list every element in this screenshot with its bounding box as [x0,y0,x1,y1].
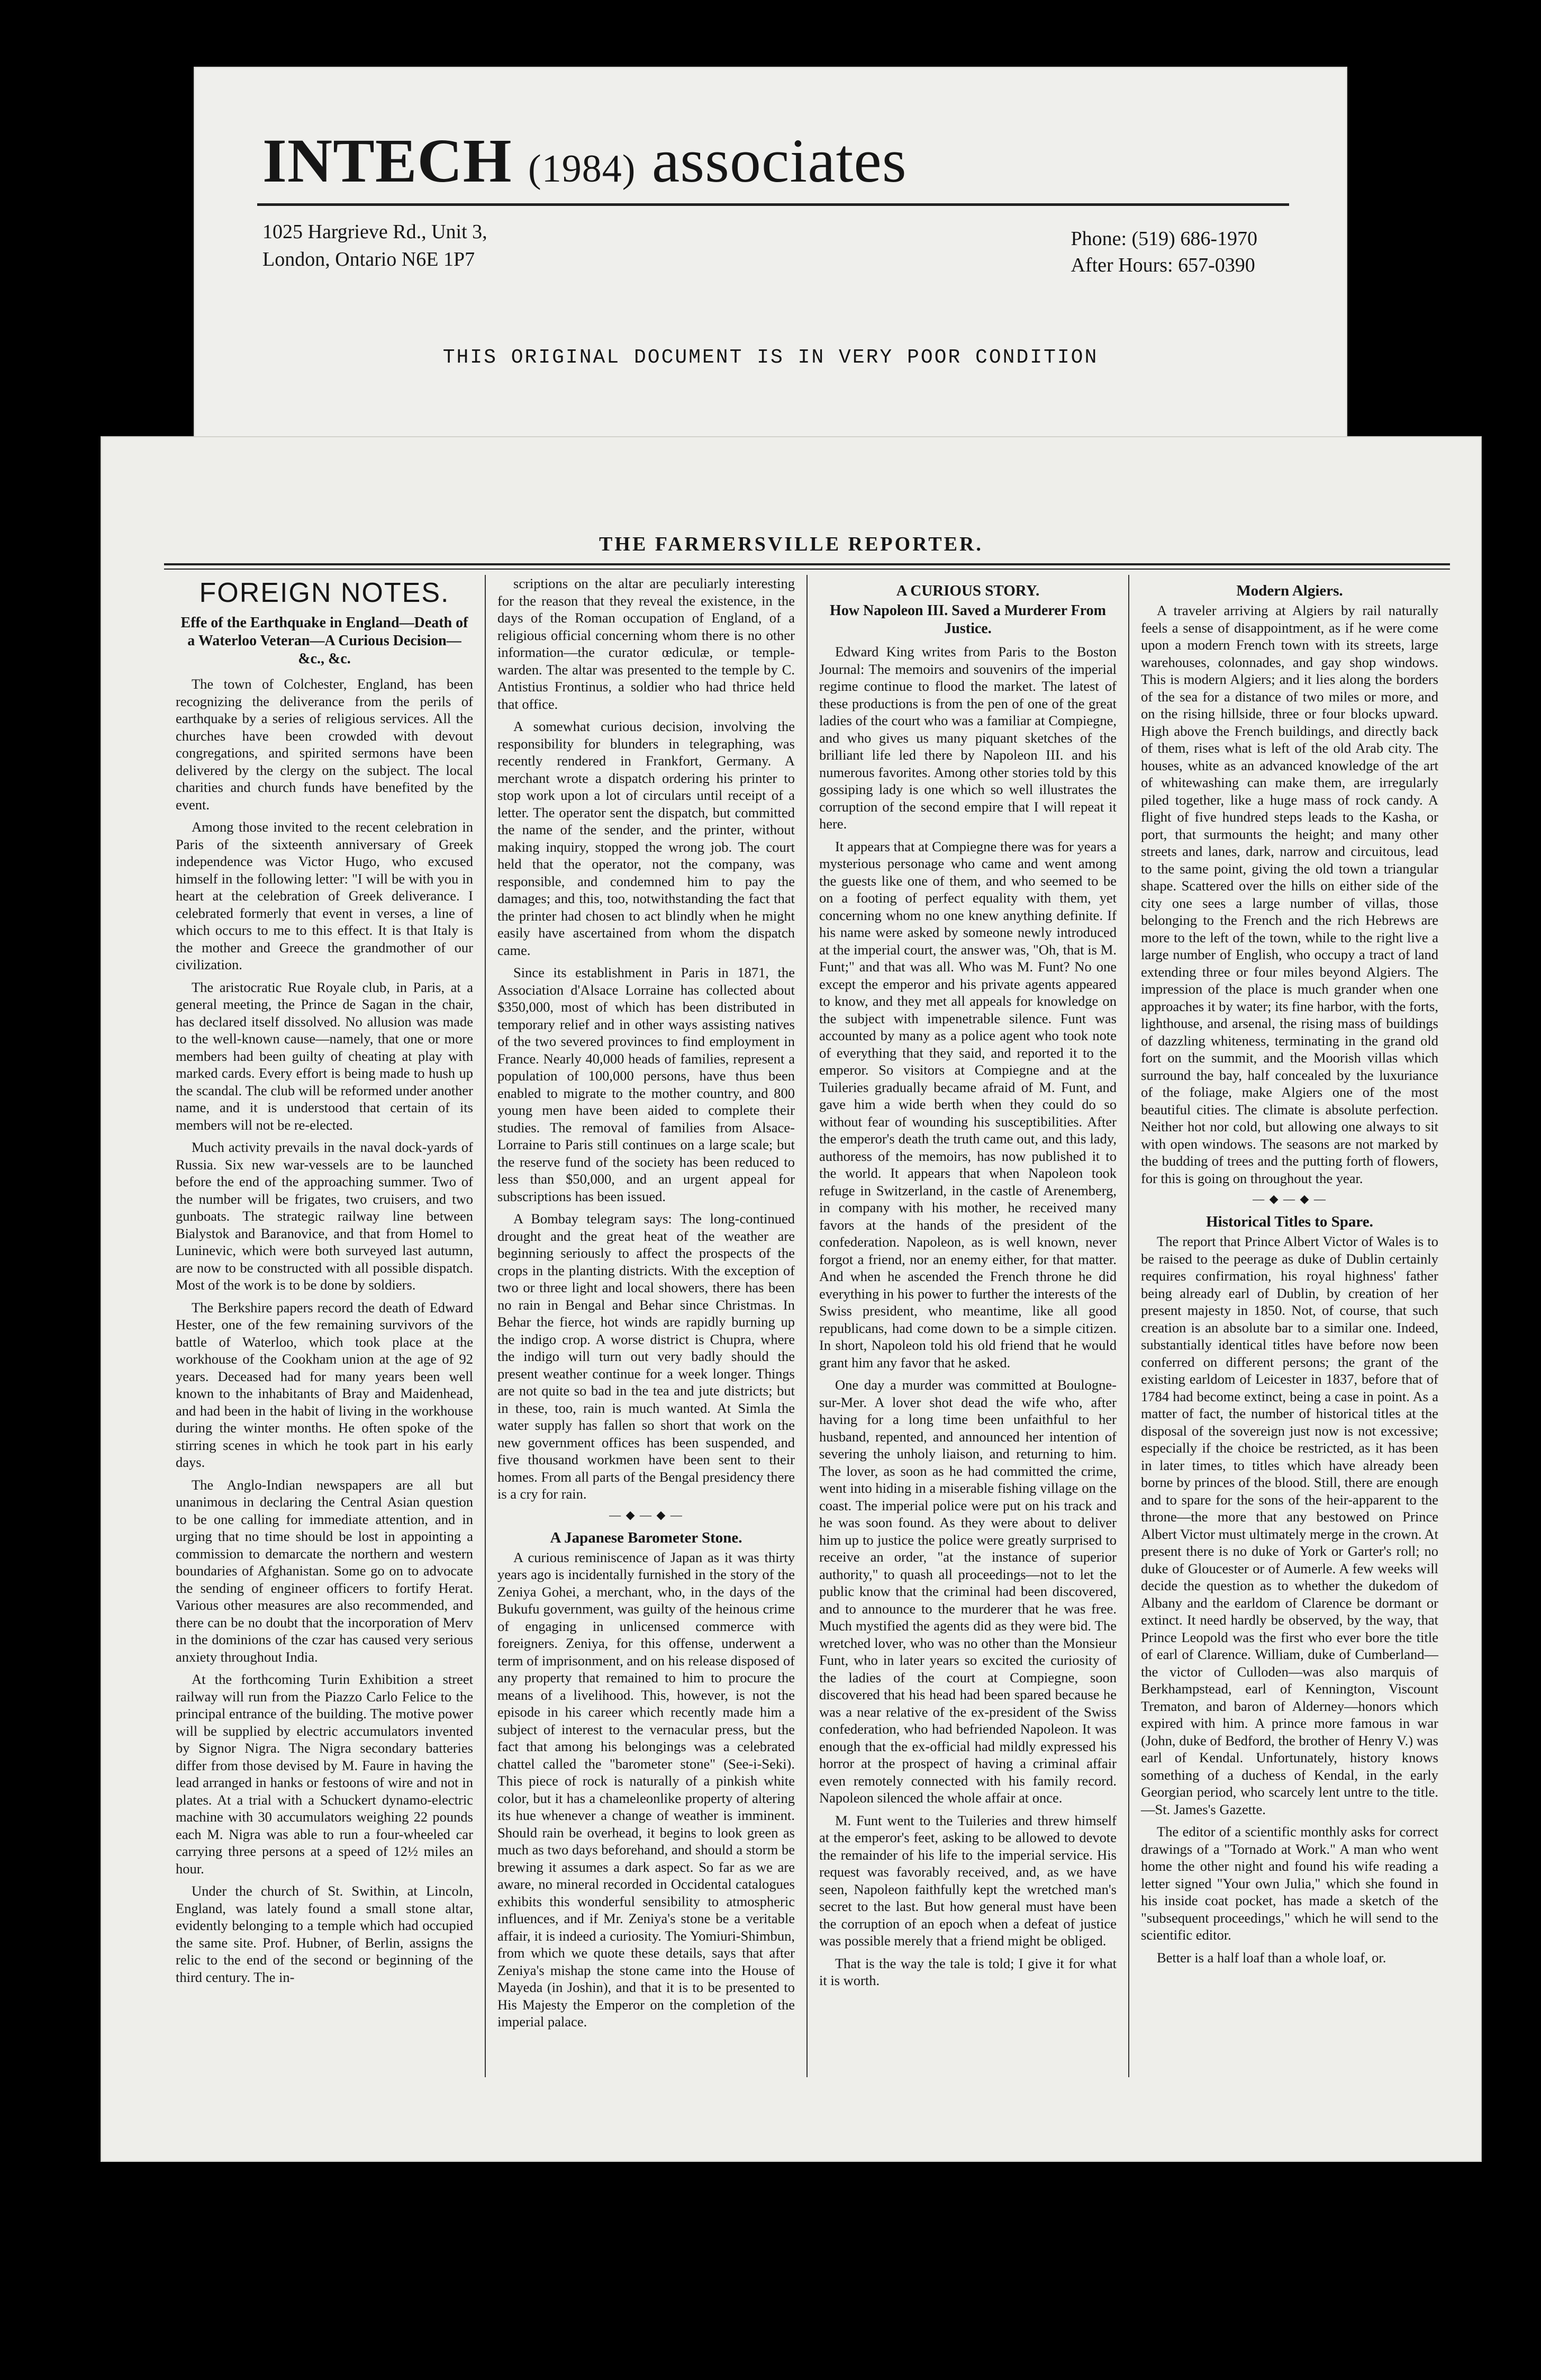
column-3-subhead: How Napoleon III. Saved a Murderer From Justice. [830,602,1106,637]
article-paragraph: The report that Prince Albert Victor of Wales is to be raised to the peerage as duke of Dublin certainly requires confirmation, his royal highness' father being already earl of Dublin, by creation of her present majesty in 1850. Not, of course, that such creation is an absolute bar to a similar one. Indeed, substantially identical titles have before now been conferred on different persons; the grant of the existing earldom of Leicester in 1837, before that of 1784 had become extinct, being a case in point. As a matter of fact, the number of historical titles at the disposal of the sovereign just now is not excessive; especially if the choice be restricted, as it has been in later times, to titles which have already been borne by princes of the blood. Still, there are enough and to spare for the sons of the heir-apparent to the throne—the more that any bestowed on Prince Albert Victor must ultimately merge in the crown. At present there is no duke of York or Garter's roll; no duke of Gloucester or of Aumerle. A few weeks will decide the question as to whether the dukedom of Albany and the earldom of Clarence be dormant or extinct. It need hardly be observed, by the way, that Prince Leopold was the first who ever bore the title of earl of Clarence. William, duke of Cumberland—the victor of Culloden—was also marquis of Berkhampstead, earl of Kennington, Viscount Trematon, and baron of Alderney—honors which expired with him. A prince more famous in war (John, duke of Bedford, the brother of Henry V.) was earl of Kendal. Unfortunately, history knows something of a duchess of Kendal, in the early Georgian period, who scarcely lent untre to the title.—St. James's Gazette. [1141,1233,1438,1817]
column-3 [808,575,1129,2077]
column-3-body [819,643,1117,1989]
newspaper-page [101,436,1482,2162]
article-paragraph: Since its establishment in Paris in 1871, the Association d'Alsace Lorraine has collected about $350,000, most of which has been distributed in temporary relief and in other ways assisting natives of the two severed provinces to find employment in France. Nearly 40,000 heads of families, represent a population of 100,000 persons, have thus been enabled to migrate to the mother country, and 800 young men have been aided to complete their studies. The removal of families from Alsace-Lorraine to Paris still continues on a large scale; but the reserve fund of the society has been reduced to less than $50,000, and an urgent appeal for subscriptions has been issued. [497,964,795,1204]
article-paragraph: It appears that at Compiegne there was for years a mysterious personage who came and went among the guests like one of them, and who seemed to be on a footing of perfect equality with them, yet concerning whom no one knew anything definite. If his name were asked by someone newly introduced at the imperial court, the answer was, "Oh, that is M. Funt;" and that was all. Who was M. Funt? No one except the emperor and his private agents appeared to know, and they met all appeals for knowledge on the subject with impenetrable silence. Funt was accounted by many as a police agent who took note of everything that they said, and reported it to the emperor. So visitors at Compiegne and at the Tuileries gradually became afraid of M. Funt, and gave him a wide berth when they could do so without fear of wounding his susceptibilities. After the emperor's death the truth came out, and this lady, authoress of the memoirs, has now published it to the world. It appears that when Napoleon took refuge in Switzerland, in the castle of Arenemberg, in company with his mother, he received many favors at the hands of the president of the confederation. Napoleon, as is well known, never forgot a friend, nor an enemy either, for that matter. And when he ascended the French throne he did everything in his power to further the interests of the Swiss president, who meantime, like all good republicans, had come down to be a simple citizen. In short, Napoleon told his old friend that he would grant him any favor that he asked. [819,838,1117,1371]
column-2-body-a [497,575,795,1503]
article-paragraph: The Berkshire papers record the death of Edward Hester, one of the few remaining survivors of the battle of Waterloo, which took place at the workhouse of the Cookham union at the age of 92 years. Deceased had for many years been well known to the inhabitants of Bray and Maidenhead, and had been in the habit of living in the workhouse during the winter months. He often spoke of the stirring scenes in which he took part in his early days. [176,1299,473,1470]
column-2-story-heading: A Japanese Barometer Stone. [550,1529,742,1546]
phone-number: Phone: (519) 686-1970 [1071,228,1257,250]
logo-suffix: associates [651,126,907,195]
column-4-body-a [1141,602,1438,1187]
article-paragraph: A curious reminiscence of Japan as it was thirty years ago is incidentally furnished in the story of the Zeniya Gohei, a merchant, who, in the days of the Bukufu government, was guilty of the heinous crime of engaging in unlicensed commerce with foreigners. Zeniya, for this offense, underwent a term of imprisonment, and on his release disposed of any property that remained to him to procure the means of a livelihood. This, however, is not the episode in his career which recently made him a subject of interest to the vernacular press, but the fact that among his belongings was a celebrated chattel called the "barometer stone" (See-i-Seki). This piece of rock is naturally of a pinkish white color, but it has a chameleonlike property of altering its hue whenever a change of weather is imminent. Should rain be overhead, it begins to look green as much as two days beforehand, and should a storm be brewing it assumes a dark aspect. So far as we are aware, no mineral recorded in Occidental catalogues exhibits this wonderful sensibility to atmospheric influences, and if Mr. Zeniya's stone be a veritable affair, it is indeed a curiosity. The Yomiuri-Shimbun, from which we quote these details, says that after Zeniya's mishap the stone came into the House of Mayeda (in Joshin), and that it is to be presented to His Majesty the Emperor on the completion of the imperial palace. [497,1549,795,2030]
article-paragraph: Under the church of St. Swithin, at Lincoln, England, was lately found a small stone altar, evidently belonging to a temple which had occupied the same site. Prof. Hubner, of Berlin, assigns the relic to the end of the second or beginning of the third century. The in- [176,1883,473,1985]
article-paragraph: The aristocratic Rue Royale club, in Paris, at a general meeting, the Prince de Sagan in the chair, has declared itself dissolved. No allusion was made to the well-known cause—namely, that one or more members had been guilty of cheating at play with marked cards. Every effort is being made to hush up the scandal. The club will be reformed under another name, and it is understood that certain of its members will not be re-elected. [176,979,473,1133]
newspaper-masthead: THE FARMERSVILLE REPORTER. [599,533,983,555]
article-paragraph: One day a murder was committed at Boulogne-sur-Mer. A lover shot dead the wife who, after having for a long time been unfaithful to her husband, repented, and announced her intention of severing the unholy liaison, and returning to him. The lover, as soon as he had committed the crime, went into hiding in a miserable fishing village on the coast. The imperial police were put on his track and he was soon found. As they were about to deliver him up to justice the police were greatly surprised to receive an order, "at the instance of superior authority," to quash all proceedings—not to let the public know that the criminal had been discovered, and to announce to the murderer that he was free. Much mystified the agents did as they were bid. The wretched lover, who was no other than the Monsieur Funt, who in later years so excited the curiosity of the ladies of the court at Compiegne, soon discovered that his head had been spared because he was a near relative of the ex-president of the Swiss confederation, who had befriended Napoleon. It was enough that the ex-official had mildly expressed his horror at the prospect of having a criminal affair even remotely connected with his family record. Napoleon silenced the whole affair at once. [819,1377,1117,1806]
article-paragraph: Better is a half loaf than a whole loaf, or. [1157,1949,1386,1966]
company-address [262,218,487,273]
intech-header-sheet [194,67,1347,453]
column-4-heading: Modern Algiers. [1236,582,1343,599]
column-2-body-b [497,1549,795,2031]
address-line-1: 1025 Hargrieve Rd., Unit 3, [262,221,487,243]
column-4-separator: — ◆ — ◆ — [1253,1192,1327,1205]
article-paragraph: The town of Colchester, England, has been recognizing the deliverance from the perils of earthquake by a series of religious services. All the churches have been crowded with devout congregations, and spirited sermons have been delivered by the clergy on the subject. The local charities and church funds have benefited by the event. [176,676,473,813]
article-paragraph: Among those invited to the recent celebration in Paris of the sixteenth anniversary of Greek independence was Victor Hugo, who excused himself in the following letter: "I will be with you in heart at the celebration of Greek deliverance. I celebrated formerly that event in verses, a line of which occurs to me to this effect. It is that Italy is the mother and Greece the grandmother of our civilization. [176,819,473,972]
article-paragraph: Edward King writes from Paris to the Boston Journal: The memoirs and souvenirs of the imperial regime continue to flood the market. The latest of these productions is from the pen of one of the great ladies of the court who was a familiar at Compiegne, and who gives us many piquant sketches of the brilliant life led there by Napoleon III. and his numerous favorites. Among other stories told by this gossiping lady is one which so well illustrates the corruption of the second empire that I will repeat it here. [819,644,1117,832]
condition-notice: THIS ORIGINAL DOCUMENT IS IN VERY POOR CONDITION [442,346,1099,369]
column-1-subhead: Effe of the Earthquake in England—Death of a Waterloo Veteran—A Curious Decision—&c., &c. [180,615,468,667]
logo-year: (1984) [528,147,636,191]
article-paragraph: The editor of a scientific monthly asks for correct drawings of a "Tornado at Work." A man who went home the other night and found his wife reading a letter signed "Your own Julia," which she found in his inside coat pocket, has made a sketch of the "subsequent proceedings," which he will send to the scientific editor. [1141,1824,1438,1943]
article-paragraph: Much activity prevails in the naval dock-yards of Russia. Six new war-vessels are to be launched before the end of the approaching summer. Two of the number will be frigates, two cruisers, and two gunboats. The strategic railway line between Bialystok and Baranovice, and that from Homel to Luninevic, which were both surveyed last autumn, are now to be constructed with all possible dispatch. Most of the work is to be done by soldiers. [176,1139,473,1293]
article-paragraph: A traveler arriving at Algiers by rail naturally feels a sense of disappointment, as if he were come upon a modern French town with its streets, large warehouses, colonnades, and gay shop windows. This is modern Algiers; and it lies along the borders of the sea for a distance of two miles or more, and on the rising hillside, three or four blocks upward. High above the French buildings, and directly back of them, rises what is left of the old Arab city. The houses, white as an advanced knowledge of the art of whitewashing can make them, are irregularly piled together, like a huge mass of rock candy. A flight of five hundred steps leads to the Kasha, or port, that surmounts the height; and many other streets and lanes, dark, narrow and circuitous, lead to the same point, giving the old town a triangular shape. Scattered over the hills on either side of the city one sees a large number of villas, those belonging to the French and the rich Hebrews are more to the left of the town, while to the right live a large number of English, who occupy a tract of land extending three or four miles beyond Algiers. The impression of the place is much grander when one approaches it by water; its fine harbor, with the forts, lighthouse, and arsenal, the rising mass of buildings of dazzling whiteness, terminating in the grand old fort on the summit, and the Moorish villas which surround the bay, half concealed by the luxuriance of the foliage, make Algiers one of the most beautiful cities. The climate is absolute perfection. Neither hot nor cold, but allowing one always to sit with open windows. The seasons are not marked by the budding of trees and the putting forth of flowers, for this is going on throughout the year. [1141,602,1438,1186]
column-1-body [176,675,473,1986]
column-2 [486,575,808,2077]
article-paragraph: That is the way the tale is told; I give it for what it is worth. [819,1955,1117,1988]
company-phone [1071,226,1257,278]
column-4-body-b [1141,1233,1438,1818]
column-4 [1129,575,1450,2077]
article-paragraph: At the forthcoming Turin Exhibition a street railway will run from the Piazzo Carlo Felice to the principal entrance of the building. The motive power will be supplied by electric accumulators invented by Signor Nigra. The Nigra secondary batteries differ from those devised by M. Faure in having the lead arranged in hanks or festoons of wire and not in plates. At a trial with a Schuckert dynamo-electric machine with 30 accumulators weighing 22 pounds each M. Nigra was able to run a four-wheeled car carrying three persons at a speed of 12½ miles an hour. [176,1671,473,1877]
column-4-body-c [1141,1823,1438,1966]
company-logo [262,125,907,197]
column-4-story-heading: Historical Titles to Spare. [1206,1213,1373,1230]
header-rule [257,203,1289,206]
article-paragraph: The Anglo-Indian newspapers are all but unanimous in declaring the Central Asian question to be one calling for immediate attention, and in urging that no time should be lost in appointing a commission to demarcate the northern and western boundaries of Afghanistan. Some go on to advocate the sending of engineer officers to fortify Herat. Various other measures are also recommended, and there can be no doubt that the incorporation of Merv in the dominions of the czar has caused very serious anxiety throughout India. [176,1476,473,1665]
article-paragraph: A somewhat curious decision, involving the responsibility for blunders in telegraphing, was recently rendered in Frankfort, Germany. A merchant wrote a dispatch ordering his printer to stop work upon a lot of circulars until receipt of a letter. The operator sent the dispatch, but committed the name of the sender, and the printer, without making inquiry, stopped the wrong job. The court held that the operator, not the company, was responsible, and condemned him to pay the damages; and this, too, notwithstanding the fact that the printer had chosen to act blindly when he might easily have ascertained from whom the dispatch came. [497,718,795,958]
column-3-heading: A CURIOUS STORY. [896,582,1040,599]
address-line-2: London, Ontario N6E 1P7 [262,248,475,271]
masthead-rule [164,563,1450,570]
article-paragraph: M. Funt went to the Tuileries and threw himself at the emperor's feet, asking to be allowed to devote the remainder of his life to the imperial service. His request was favorably received, and, as we have seen, Napoleon faithfully kept the wretched man's secret to the last. But how general must have been the corruption of an epoch when a defeat of justice was possible merely that a friend might be obliged. [819,1812,1117,1949]
article-paragraph: A Bombay telegram says: The long-continued drought and the great heat of the weather are beginning seriously to affect the prospects of the crops in the planting districts. With the exception of two or three light and local showers, there has been no rain in Bengal and Behar since Christmas. In Behar the fierce, hot winds are rapidly burning up the indigo crop. A worse district is Chupra, where the indigo will turn out very badly should the present weather continue for a week longer. Things are not quite so bad in the tea and jute districts; but in these, too, rain is much wanted. At Simla the water supply has fallen so short that work on the new government offices has been suspended, and five thousand workmen have been sent to their homes. From all parts of the Bengal presidency there is a cry for rain. [497,1211,795,1502]
article-paragraph: scriptions on the altar are peculiarly interesting for the reason that they reveal the existence, in the days of the Roman occupation of England, of a religious official concerning whom there is no other information—the curator œdiculæ, or temple-warden. The altar was presented to the temple by C. Antistius Frontinus, a soldier who had thrice held that office. [497,575,795,712]
after-hours-number: After Hours: 657-0390 [1071,254,1255,276]
logo-main: INTECH [262,126,512,195]
column-1-heading: FOREIGN NOTES. [199,578,450,608]
newspaper-columns [164,575,1450,2077]
column-1 [164,575,486,2077]
column-2-separator: — ◆ — ◆ — [609,1508,683,1521]
